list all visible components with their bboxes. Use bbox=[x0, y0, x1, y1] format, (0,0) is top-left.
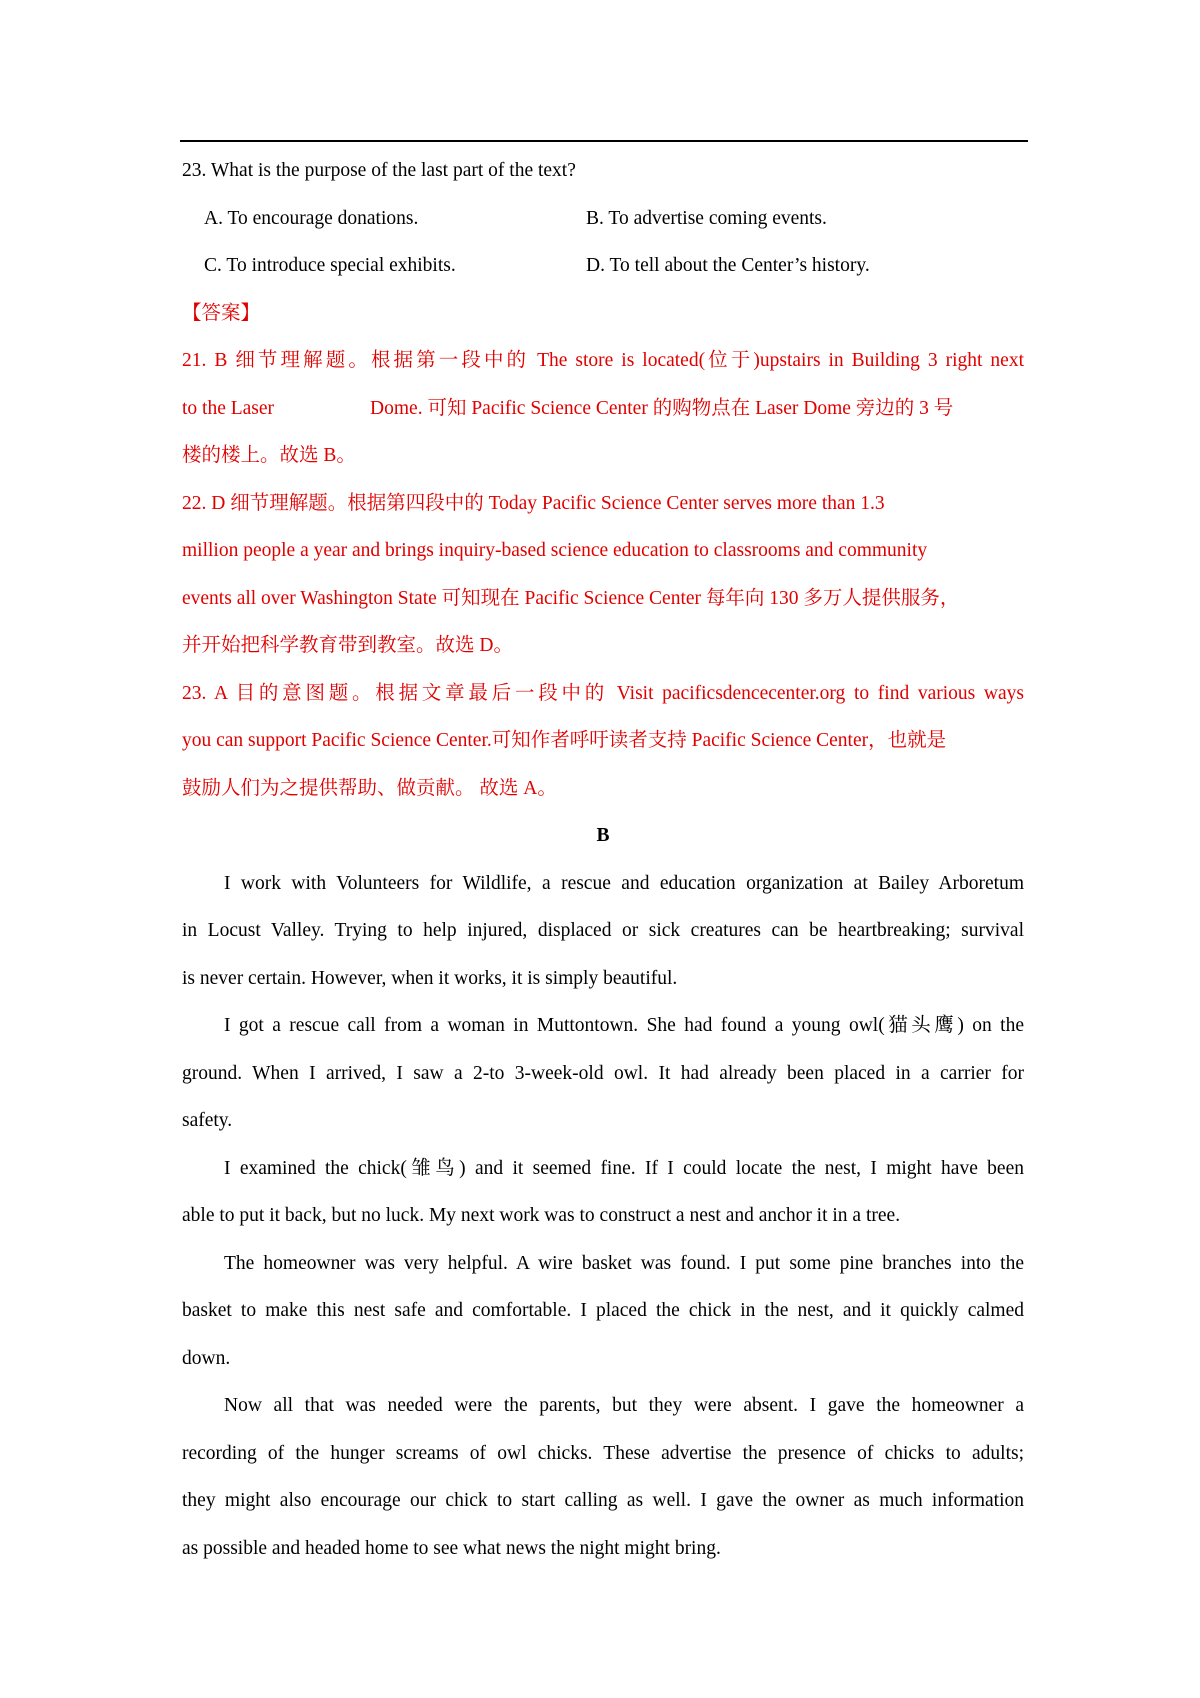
option-b: B. To advertise coming events. bbox=[586, 207, 827, 229]
paragraph-2-line-2: ground. When I arrived, I saw a 2-to 3-week-old owl. It had already been placed in a carrier for bbox=[182, 1062, 1024, 1084]
paragraph-1-line-1: I work with Volunteers for Wildlife, a rescue and education organization at Bailey Arboretum bbox=[224, 872, 1024, 894]
answer-21-line-2b: Dome. 可知 Pacific Science Center 的购物点在 Laser Dome 旁边的 3 号 bbox=[370, 397, 954, 419]
paragraph-4-line-1: The homeowner was very helpful. A wire basket was found. I put some pine branches into the bbox=[224, 1252, 1024, 1274]
answer-22-line-4: 并开始把科学教育带到教室。故选 D。 bbox=[182, 635, 513, 656]
paragraph-5-line-2: recording of the hunger screams of owl chicks. These advertise the presence of chicks to adults; bbox=[182, 1442, 1024, 1464]
answer-23-line-1: 23. A 目的意图题。根据文章最后一段中的 Visit pacificsdencecenter.org to find various ways bbox=[182, 682, 1024, 704]
answer-21-line-2a: to the Laser bbox=[182, 397, 275, 419]
paragraph-2-line-3: safety. bbox=[182, 1110, 233, 1131]
passage-paragraph-4 bbox=[182, 1240, 1024, 1383]
answer-21-line-1: 21. B 细节理解题。根据第一段中的 The store is located(位于)upstairs in Building 3 right next bbox=[182, 350, 1024, 371]
option-a: A. To encourage donations. bbox=[204, 207, 419, 229]
paragraph-5-line-1: Now all that was needed were the parents, but they were absent. I gave the homeowner a bbox=[224, 1395, 1024, 1416]
paragraph-4-line-3: down. bbox=[182, 1347, 231, 1369]
answer-22 bbox=[182, 480, 1024, 670]
paragraph-3-line-2: able to put it back, but no luck. My next work was to construct a nest and anchor it in a tree. bbox=[182, 1205, 901, 1226]
answer-21-line-3: 楼的楼上。故选 B。 bbox=[182, 445, 356, 466]
passage-paragraph-5 bbox=[182, 1382, 1024, 1572]
answer-22-line-3: events all over Washington State 可知现在 Pacific Science Center 每年向 130 多万人提供服务， bbox=[182, 587, 960, 609]
question-23-stem: 23. What is the purpose of the last part of the text? bbox=[182, 160, 576, 181]
question-23-options-row-1 bbox=[182, 195, 1024, 243]
paragraph-5-line-3: they might also encourage our chick to start calling as well. I gave the owner as much information bbox=[182, 1490, 1024, 1511]
answer-22-line-1: 22. D 细节理解题。根据第四段中的 Today Pacific Science Center serves more than 1.3 bbox=[182, 492, 885, 514]
option-c: C. To introduce special exhibits. bbox=[204, 255, 456, 276]
paragraph-3-line-1: I examined the chick(雏鸟) and it seemed fine. If I could locate the nest, I might have been bbox=[224, 1157, 1024, 1179]
passage-paragraph-1 bbox=[182, 860, 1024, 1003]
answer-21-line-2 bbox=[182, 385, 1024, 433]
paragraph-5-line-4: as possible and headed home to see what news the night might bring. bbox=[182, 1537, 721, 1559]
header-rule bbox=[180, 140, 1028, 142]
paragraph-1-line-2: in Locust Valley. Trying to help injured, displaced or sick creatures can be heartbreaking; survival bbox=[182, 920, 1024, 941]
answer-23 bbox=[182, 670, 1024, 813]
paragraph-1-line-3: is never certain. However, when it works, it is simply beautiful. bbox=[182, 967, 678, 989]
passage-paragraph-2 bbox=[182, 1002, 1024, 1145]
question-23-options-row-2 bbox=[182, 242, 1024, 290]
document-content bbox=[182, 147, 1024, 1572]
answer-23-line-3: 鼓励人们为之提供帮助、做贡献。 故选 A。 bbox=[182, 777, 557, 799]
answer-21 bbox=[182, 337, 1024, 480]
answer-heading: 【答案】 bbox=[182, 302, 261, 324]
passage-heading: B bbox=[596, 825, 610, 846]
passage-paragraph-3 bbox=[182, 1145, 1024, 1240]
option-d: D. To tell about the Center’s history. bbox=[586, 255, 870, 276]
answer-23-line-2: you can support Pacific Science Center.可知作者呼吁读者支持 Pacific Science Center，也就是 bbox=[182, 730, 947, 751]
answer-22-line-2: million people a year and brings inquiry-based science education to classrooms and community bbox=[182, 540, 928, 561]
paragraph-2-line-1: I got a rescue call from a woman in Muttontown. She had found a young owl(猫头鹰) on the bbox=[224, 1015, 1024, 1036]
paragraph-4-line-2: basket to make this nest safe and comfortable. I placed the chick in the nest, and it quickly calmed bbox=[182, 1300, 1024, 1321]
